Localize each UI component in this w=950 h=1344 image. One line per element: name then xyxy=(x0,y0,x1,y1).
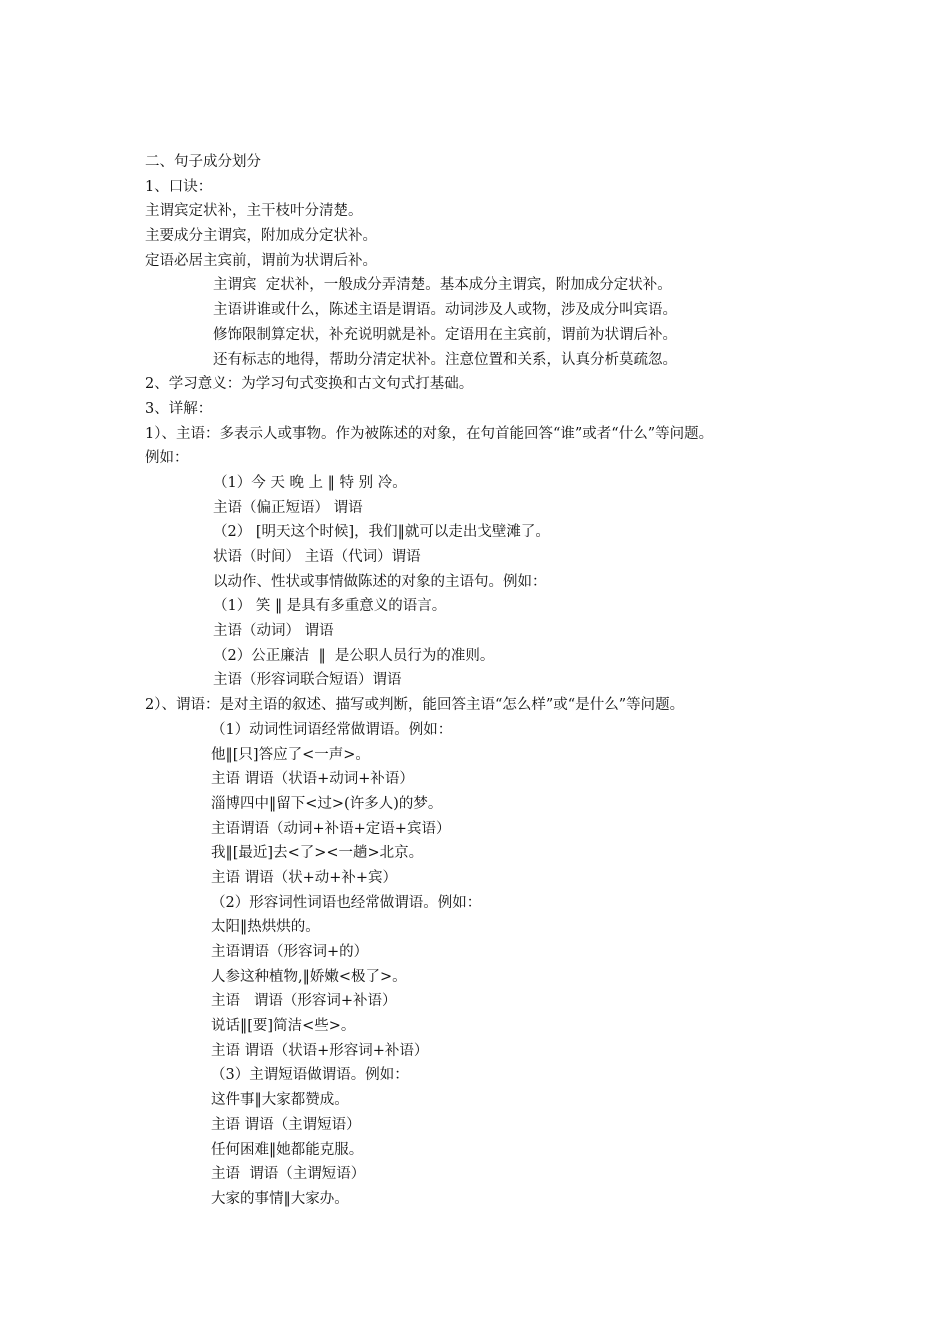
text-line: （1）今 天 晚 上 ‖ 特 别 冷。 xyxy=(213,474,407,491)
text-line: 主语 谓语（状语+动词+补语） xyxy=(211,771,414,788)
text-line: （2） [明天这个时候]，我们‖就可以走出戈壁滩了。 xyxy=(213,524,550,541)
text-line: 我‖[最近]去<了><一趟>北京。 xyxy=(211,845,424,862)
text-line: 二、句子成分划分 xyxy=(145,154,261,170)
text-line: 淄博四中‖留下<过>(许多人)的梦。 xyxy=(211,795,443,812)
text-line: （1）动词性词语经常做谓语。例如： xyxy=(211,721,453,738)
text-line: 例如： xyxy=(145,450,189,467)
text-line: 2、学习意义：为学习句式变换和古文句式打基础。 xyxy=(145,376,474,393)
text-line: 主语 谓语（主谓短语） xyxy=(211,1166,366,1183)
text-line: 主语谓语（形容词+的） xyxy=(211,944,369,960)
text-line: 以动作、性状或事情做陈述的对象的主语句。例如： xyxy=(213,573,547,590)
text-line: （3）主谓短语做谓语。例如： xyxy=(211,1067,409,1084)
text-line: 状语（时间） 主语（代词）谓语 xyxy=(213,549,421,565)
text-line: 人参这种植物,‖娇嫩<极了>。 xyxy=(211,968,407,985)
text-line: 主语 谓语（状语+形容词+补语） xyxy=(211,1042,429,1059)
text-line: 大家的事情‖大家办。 xyxy=(211,1190,349,1207)
text-line: 主语（形容词联合短语）谓语 xyxy=(213,672,402,689)
text-line: 主语 谓语（形容词+补语） xyxy=(211,993,397,1010)
text-line: 主语讲谁或什么，陈述主语是谓语。动词涉及人或物，涉及成分叫宾语。 xyxy=(213,302,677,319)
text-line: 主语 谓语（状+动+补+宾） xyxy=(211,869,398,886)
text-line: 这件事‖大家都赞成。 xyxy=(211,1092,349,1109)
text-line: 主语 谓语（主谓短语） xyxy=(211,1116,361,1133)
text-line: 1、口诀： xyxy=(145,178,213,195)
text-line: 任何困难‖她都能克服。 xyxy=(211,1141,364,1158)
text-line: 主谓宾 定状补，一般成分弄清楚。基本成分主谓宾，附加成分定状补。 xyxy=(213,277,672,294)
text-line: 2）、谓语：是对主语的叙述、描写或判断，能回答主语“怎么样”或“是什么”等问题。 xyxy=(145,697,685,714)
text-line: （2）公正廉洁 ‖ 是公职人员行为的准则。 xyxy=(213,647,495,664)
text-line: 主语（偏正短语） 谓语 xyxy=(213,499,363,516)
text-line: 3、详解： xyxy=(145,400,213,417)
text-line: （1） 笑 ‖ 是具有多重意义的语言。 xyxy=(213,598,447,615)
text-line: 主语谓语（动词+补语+定语+宾语） xyxy=(211,820,451,837)
document-body xyxy=(145,150,825,1212)
text-line: （2）形容词性词语也经常做谓语。例如： xyxy=(211,894,482,911)
text-line: 他‖[只]答应了<一声>。 xyxy=(211,746,370,763)
text-line: 1）、主语：多表示人或事物。作为被陈述的对象，在句首能回答“谁”或者“什么”等问题。 xyxy=(145,425,714,442)
text-line: 主要成分主谓宾，附加成分定状补。 xyxy=(145,228,377,245)
text-line: 还有标志的地得，帮助分清定状补。注意位置和关系，认真分析莫疏忽。 xyxy=(213,351,677,368)
text-line: 修饰限制算定状，补充说明就是补。定语用在主宾前，谓前为状谓后补。 xyxy=(213,326,677,343)
text-line: 太阳‖热烘烘的。 xyxy=(211,919,320,936)
text-line: 定语必居主宾前，谓前为状谓后补。 xyxy=(145,252,377,269)
text-line: 主谓宾定状补，主干枝叶分清楚。 xyxy=(145,203,363,220)
text-line: 说话‖[要]简洁<些>。 xyxy=(211,1018,356,1035)
text-line: 主语（动词） 谓语 xyxy=(213,623,334,640)
